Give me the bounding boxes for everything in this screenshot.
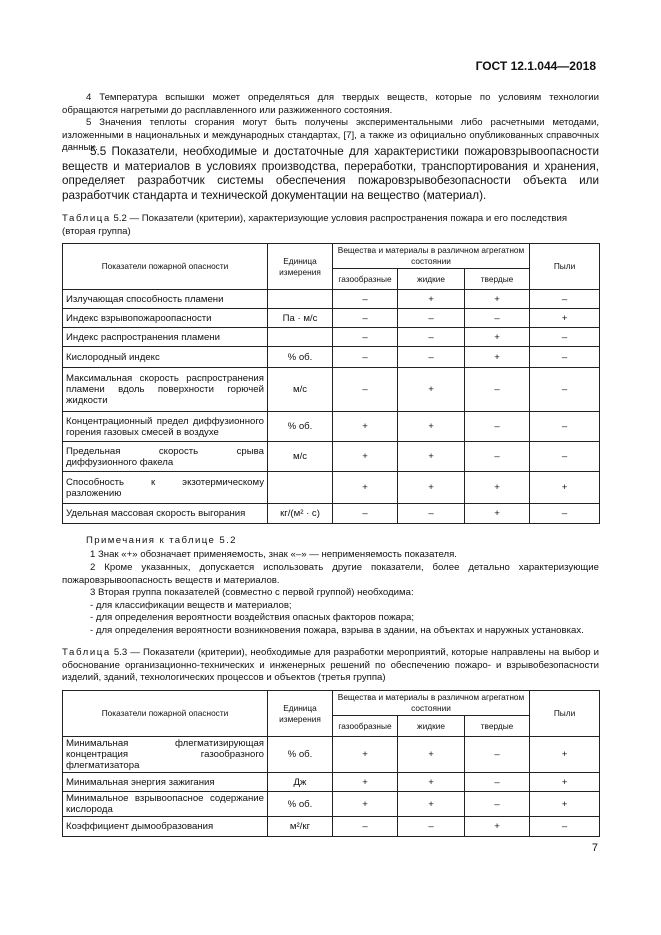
dust-cell: + — [530, 792, 600, 817]
indicator-cell: Предельная скорость срыва диффузионного факела — [63, 442, 268, 472]
note-3-bullet-2: - для определения вероятности воздействия опасных факторов пожара; — [90, 612, 415, 623]
table-row — [63, 472, 600, 504]
table-row — [63, 290, 600, 309]
gas-cell: – — [333, 347, 398, 368]
table-row — [63, 773, 600, 792]
solid-cell: – — [465, 442, 530, 472]
notes-title: Примечания к таблице 5.2 — [86, 535, 237, 546]
solid-cell: + — [465, 504, 530, 524]
dust-cell: – — [530, 442, 600, 472]
indicator-cell: Минимальная энергия зажигания — [63, 773, 268, 792]
dust-cell: + — [530, 773, 600, 792]
unit-cell: м/с — [268, 368, 333, 412]
header-dust: Пыли — [530, 244, 600, 290]
liquid-cell: + — [398, 737, 465, 773]
table-row — [63, 504, 600, 524]
gas-cell: – — [333, 290, 398, 309]
solid-cell: – — [465, 792, 530, 817]
unit-cell: Па · м/с — [268, 309, 333, 328]
unit-cell: Дж — [268, 773, 333, 792]
dust-cell: + — [530, 309, 600, 328]
indicator-cell: Индекс распространения пламени — [63, 328, 268, 347]
solid-cell: – — [465, 412, 530, 442]
header-liquid: жидкие — [398, 269, 465, 290]
gas-cell: + — [333, 412, 398, 442]
table-caption-text: 5.3 — Показатели (критерии), необходимые для разработки мероприятий, которые направлены на выбор и обоснование организационно-технических и инженерных решений по обеспечению пожаро- и взрывобезопасности изделий, зданий, технологических процессов и объектов (третья группа) — [62, 647, 600, 683]
table-row — [63, 737, 600, 773]
unit-cell — [268, 328, 333, 347]
gas-cell: + — [333, 737, 398, 773]
liquid-cell: + — [398, 442, 465, 472]
solid-cell: – — [465, 309, 530, 328]
solid-cell: + — [465, 347, 530, 368]
gas-cell: – — [333, 504, 398, 524]
solid-cell: + — [465, 817, 530, 837]
gas-cell: – — [333, 817, 398, 837]
unit-cell — [268, 472, 333, 504]
liquid-cell: + — [398, 368, 465, 412]
header-dust: Пыли — [530, 691, 600, 737]
unit-cell: % об. — [268, 792, 333, 817]
table-row — [63, 328, 600, 347]
indicator-cell: Концентрационный предел диффузионного горения газовых смесей в воздухе — [63, 412, 268, 442]
gas-cell: + — [333, 773, 398, 792]
page-number: 7 — [591, 842, 598, 854]
liquid-cell: – — [398, 504, 465, 524]
table-row — [63, 442, 600, 472]
note-5: 5 Значения теплоты сгорания могут быть получены экспериментальными либо расчетными методами, изложенными в национальных и международных стандартах, [7], а также из официально опубликованных справочных данных. — [62, 117, 599, 153]
header-indicator: Показатели пожарной опасности — [63, 244, 268, 290]
liquid-cell: + — [398, 412, 465, 442]
solid-cell: + — [465, 328, 530, 347]
gas-cell: – — [333, 328, 398, 347]
gas-cell: + — [333, 442, 398, 472]
indicator-cell: Удельная массовая скорость выгорания — [63, 504, 268, 524]
gas-cell: + — [333, 472, 398, 504]
table-caption-text: 5.2 — Показатели (критерии), характеризующие условия распространения пожара и его последствия (вторая группа) — [62, 213, 568, 237]
indicator-cell: Минимальное взрывоопасное содержание кислорода — [63, 792, 268, 817]
header-indicator: Показатели пожарной опасности — [63, 691, 268, 737]
standard-code: ГОСТ 12.1.044—2018 — [475, 59, 596, 73]
header-group: Вещества и материалы в различном агрегатном состоянии — [333, 691, 530, 716]
liquid-cell: – — [398, 817, 465, 837]
dust-cell: – — [530, 368, 600, 412]
indicator-cell: Излучающая способность пламени — [63, 290, 268, 309]
liquid-cell: + — [398, 792, 465, 817]
note-1: 1 Знак «+» обозначает применяемость, знак «–» — неприменяемость показателя. — [90, 549, 457, 560]
header-group: Вещества и материалы в различном агрегатном состоянии — [333, 244, 530, 269]
table-row — [63, 412, 600, 442]
liquid-cell: + — [398, 290, 465, 309]
table-row — [63, 347, 600, 368]
table-label: Таблица — [62, 647, 111, 658]
indicator-cell: Кислородный индекс — [63, 347, 268, 368]
liquid-cell: + — [398, 472, 465, 504]
solid-cell: – — [465, 368, 530, 412]
dust-cell: + — [530, 472, 600, 504]
unit-cell: % об. — [268, 737, 333, 773]
dust-cell: – — [530, 347, 600, 368]
unit-cell: % об. — [268, 347, 333, 368]
indicator-cell: Максимальная скорость распространения пламени вдоль поверхности горючей жидкости — [63, 368, 268, 412]
gas-cell: – — [333, 368, 398, 412]
table-row — [63, 309, 600, 328]
solid-cell: + — [465, 290, 530, 309]
indicator-cell: Коэффициент дымообразования — [63, 817, 268, 837]
header-unit: Единица измерения — [268, 691, 333, 737]
header-unit: Единица измерения — [268, 244, 333, 290]
table-row — [63, 817, 600, 837]
solid-cell: – — [465, 773, 530, 792]
note-3-bullet-1: - для классификации веществ и материалов; — [90, 600, 292, 611]
liquid-cell: – — [398, 309, 465, 328]
unit-cell: % об. — [268, 412, 333, 442]
indicator-cell: Индекс взрывопожароопасности — [63, 309, 268, 328]
table-label: Таблица — [62, 213, 111, 224]
dust-cell: – — [530, 412, 600, 442]
table-row — [63, 792, 600, 817]
gas-cell: – — [333, 309, 398, 328]
gas-cell: + — [333, 792, 398, 817]
liquid-cell: – — [398, 347, 465, 368]
unit-cell: кг/(м² · с) — [268, 504, 333, 524]
header-solid: твердые — [465, 269, 530, 290]
solid-cell: + — [465, 472, 530, 504]
note-4: 4 Температура вспышки может определяться для твердых веществ, которые по условиям технологии обращаются нагретыми до расплавленного или разжиженного состояния. — [62, 92, 599, 116]
dust-cell: – — [530, 504, 600, 524]
header-gas: газообразные — [333, 269, 398, 290]
liquid-cell: – — [398, 328, 465, 347]
note-3: 3 Вторая группа показателей (совместно с первой группой) необходима: — [90, 587, 414, 598]
unit-cell — [268, 290, 333, 309]
solid-cell: – — [465, 737, 530, 773]
note-3-bullet-3: - для определения вероятности возникновения пожара, взрыва в здании, на объектах и наружных установках. — [90, 625, 584, 636]
table-5-3 — [62, 690, 600, 837]
liquid-cell: + — [398, 773, 465, 792]
unit-cell: м²/кг — [268, 817, 333, 837]
indicator-cell: Способность к экзотермическому разложению — [63, 472, 268, 504]
table-5-2-caption — [62, 213, 599, 238]
header-liquid: жидкие — [398, 716, 465, 737]
dust-cell: – — [530, 328, 600, 347]
dust-cell: – — [530, 817, 600, 837]
dust-cell: + — [530, 737, 600, 773]
table-row — [63, 368, 600, 412]
indicator-cell: Минимальная флегматизирующая концентрация газообразного флегматизатора — [63, 737, 268, 773]
table-5-3-caption — [62, 647, 599, 685]
header-solid: твердые — [465, 716, 530, 737]
note-2: 2 Кроме указанных, допускается использовать другие показатели, более детально характеризующие пожаровзрывоопасность веществ и материалов. — [62, 562, 599, 586]
unit-cell: м/с — [268, 442, 333, 472]
header-gas: газообразные — [333, 716, 398, 737]
paragraph-5-5: 5.5 Показатели, необходимые и достаточные для характеристики пожаровзрывоопасности веществ и материалов в условиях производства, переработки, транспортирования и хранения, определяет разработчик системы обеспечения пожаровзрывобезопасности объекта или разработчик стандарта и технической документации на вещество (материал). — [62, 145, 599, 202]
dust-cell: – — [530, 290, 600, 309]
table-5-2 — [62, 243, 600, 524]
